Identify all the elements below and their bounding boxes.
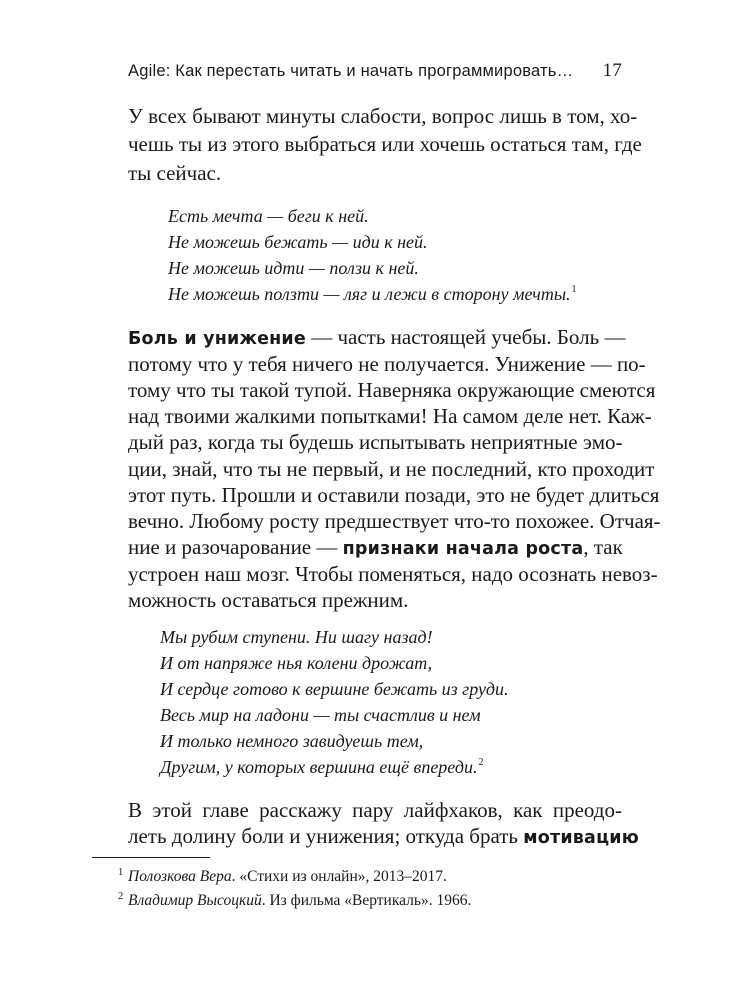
text-span: , так <box>583 535 623 559</box>
footnote-reference: 2 <box>478 757 484 768</box>
text-line: ции, знай, что ты не первый, и не последний, кто проходит <box>128 457 655 481</box>
text-line: устроен наш мозг. Чтобы поменяться, надо осознать невоз- <box>128 562 658 586</box>
footnote-author: Владимир Высоцкий <box>128 892 262 909</box>
text-line: тому что ты такой тупой. Наверняка окружающие смеются <box>128 378 656 402</box>
text-span: ние и разочарование — <box>128 535 343 559</box>
footnote-number: 1 <box>118 867 124 878</box>
text-line: потому что у тебя ничего не получается. Унижение — по- <box>128 352 646 376</box>
page-number: 17 <box>602 60 622 81</box>
poem-line-text: Другим, у которых вершина ещё впереди. <box>160 757 478 777</box>
text-line: дый раз, когда ты будешь испытывать неприятные эмо- <box>128 430 623 454</box>
poem-line: Мы рубим ступени. Ни шагу назад! <box>160 627 433 647</box>
text-line: В этой главе расскажу пару лайфхаков, как преодо- <box>128 798 622 822</box>
running-header <box>128 60 622 82</box>
poem-line: И только немного завидуешь тем, <box>160 731 424 751</box>
footnote-reference: 1 <box>571 284 577 295</box>
bold-phrase: Боль и унижение <box>128 329 306 349</box>
text-line: вечно. Любому росту предшествует что-то похожее. Отчая- <box>128 509 661 533</box>
poem-line-last <box>160 755 483 780</box>
text-line: над твоими жалкими попытками! На самом деле нет. Каж- <box>128 404 652 428</box>
poem-line-text: Не можешь ползти — ляг и лежи в сторону мечты. <box>168 284 571 304</box>
footnote-number: 2 <box>118 891 124 902</box>
poem-line: И сердце готово к вершине бежать из груди. <box>160 679 509 699</box>
poem-line: Весь мир на ладони — ты счастлив и нем <box>160 705 481 725</box>
footnote-author: Полозкова Вера <box>128 868 232 885</box>
footnote-2 <box>118 890 472 912</box>
poem-line: Есть мечта — беги к ней. <box>168 206 369 226</box>
footnote-1 <box>118 866 447 888</box>
text-line: этот путь. Прошли и оставили позади, это не будет длиться <box>128 483 660 507</box>
text-line <box>128 533 622 563</box>
text-line: ты сейчас. <box>128 161 222 185</box>
text-line: чешь ты из этого выбраться или хочешь остаться там, где <box>128 132 642 156</box>
poem-line-last <box>168 282 577 307</box>
text-line: можность оставаться прежним. <box>128 588 409 612</box>
text-line <box>128 822 639 852</box>
footnote-divider <box>92 857 210 858</box>
running-title: Agile: Как перестать читать и начать программировать… <box>128 62 574 80</box>
footnote-text: . «Стихи из онлайн», 2013–2017. <box>231 868 447 885</box>
text-line: У всех бывают минуты слабости, вопрос лишь в том, хо- <box>128 104 638 128</box>
text-line <box>128 323 626 353</box>
poem-line: Не можешь бежать — иди к ней. <box>168 232 428 252</box>
poem-line: Не можешь идти — ползи к ней. <box>168 258 419 278</box>
bold-phrase: мотивацию <box>523 828 639 848</box>
footnote-text: . Из фильма «Вертикаль». 1966. <box>261 892 472 909</box>
bold-phrase: признаки начала роста <box>342 539 584 559</box>
text-span: — часть настоящей учебы. Боль — <box>305 325 626 349</box>
text-span: леть долину боли и унижения; откуда брать <box>128 824 524 848</box>
poem-line: И от напряже нья колени дрожат, <box>160 653 433 673</box>
